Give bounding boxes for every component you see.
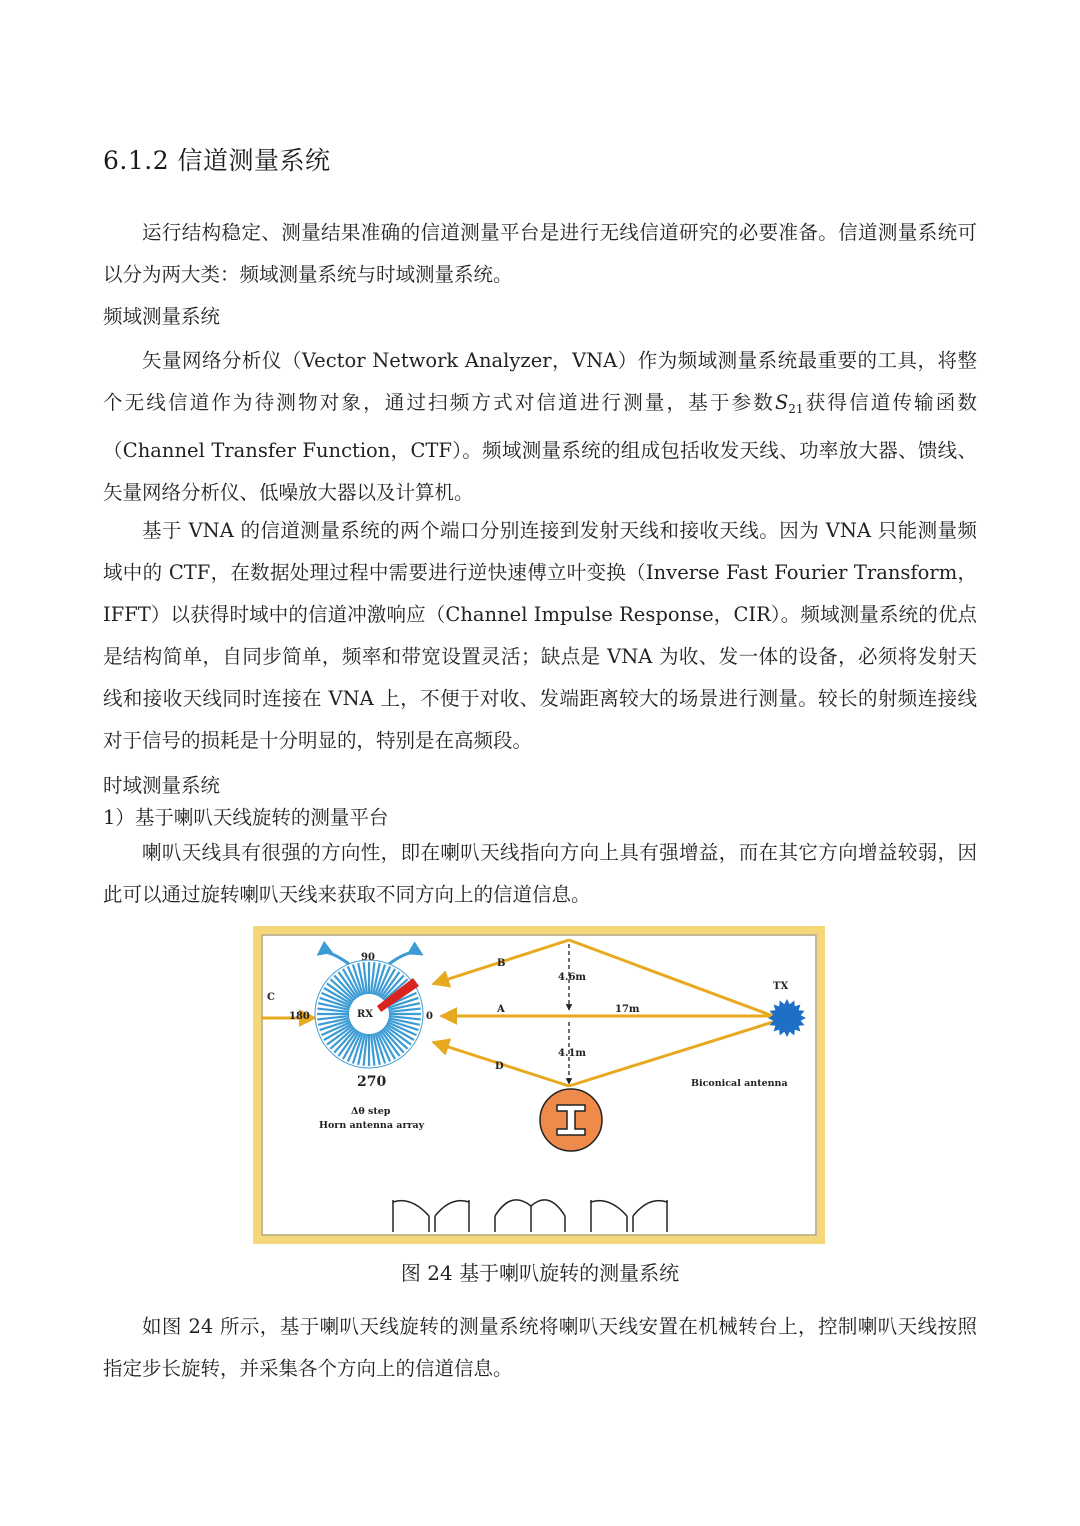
measurement-system-figure (253, 926, 825, 1244)
distance-upper-label: 4.6m (558, 972, 586, 983)
angle-0-label: 0 (426, 1011, 433, 1022)
section-heading: 6.1.2 信道测量系统 (103, 146, 331, 175)
intro-paragraph: 运行结构稳定、测量结果准确的信道测量平台是进行无线信道研究的必要准备。信道测量系统可以分为两大类：频域测量系统与时域测量系统。 (103, 221, 977, 286)
frequency-domain-title: 频域测量系统 (103, 305, 221, 328)
rx-label: RX (357, 1009, 374, 1020)
horn-description-paragraph: 喇叭天线具有很强的方向性，即在喇叭天线指向方向上具有强增益，而在其它方向增益较弱，因此可以通过旋转喇叭天线来获取不同方向上的信道信息。 (103, 841, 977, 906)
obstacle-pillar (540, 1089, 602, 1151)
vna-text-start: 矢量网络分析仪（Vector Network Analyzer，VNA）作为频域测量系统最重要的工具，将整个无线信道作为待测物对象，通过扫频方式对信道进行测量，基于参数 (103, 349, 977, 414)
angle-270-label: 270 (357, 1074, 387, 1090)
tx-biconical-antenna (768, 999, 806, 1037)
path-d-label: D (495, 1061, 504, 1072)
distance-lower-label: 4.1m (558, 1048, 586, 1059)
path-a-label: A (497, 1004, 505, 1015)
path-c-label: C (267, 992, 275, 1003)
tx-label: TX (773, 981, 789, 992)
figure-caption: 图 24 基于喇叭旋转的测量系统 (400, 1261, 680, 1285)
vna-text-end: 获得信道传输函数（Channel Transfer Function，CTF）。频域测量系统的组成包括收发天线、功率放大器、馈线、矢量网络分析仪、低噪放大器以及计算机。 (103, 391, 977, 504)
horn-platform-title: 1）基于喇叭天线旋转的测量平台 (103, 806, 389, 829)
vna-paragraph (103, 340, 977, 514)
distance-main-label: 17m (615, 1004, 640, 1015)
time-domain-title: 时域测量系统 (103, 774, 221, 797)
horn-array-label: Horn antenna array (319, 1120, 425, 1131)
biconical-label: Biconical antenna (691, 1078, 788, 1089)
angle-180-label: 180 (289, 1011, 310, 1022)
angle-90-label: 90 (361, 952, 375, 963)
vna-ports-paragraph: 基于 VNA 的信道测量系统的两个端口分别连接到发射天线和接收天线。因为 VNA 只能测量频域中的 CTF，在数据处理过程中需要进行逆快速傅立叶变换（Inverse Fast Fourier Transform，IFFT）以获得时域中的信道冲激响应（Channel Impulse Response，CIR）。频域测量系统的优点是结构简单，自同步简单，频率和带宽设置灵活；缺点是 VNA 为收、发一体的设备，必须将发射天线和接收天线同时连接在 VNA 上，不便于对收、发端距离较大的场景进行测量。较长的射频连接线对于信号的损耗是十分明显的，特别是在高频段。 (103, 519, 977, 752)
figure-description-paragraph: 如图 24 所示，基于喇叭天线旋转的测量系统将喇叭天线安置在机械转台上，控制喇叭天线按照指定步长旋转，并采集各个方向上的信道信息。 (103, 1315, 977, 1380)
s-parameter-subscript: 21 (788, 402, 804, 416)
step-label: Δθ step (351, 1106, 391, 1117)
path-b-label: B (497, 958, 506, 969)
s-parameter-symbol: S (774, 391, 789, 414)
